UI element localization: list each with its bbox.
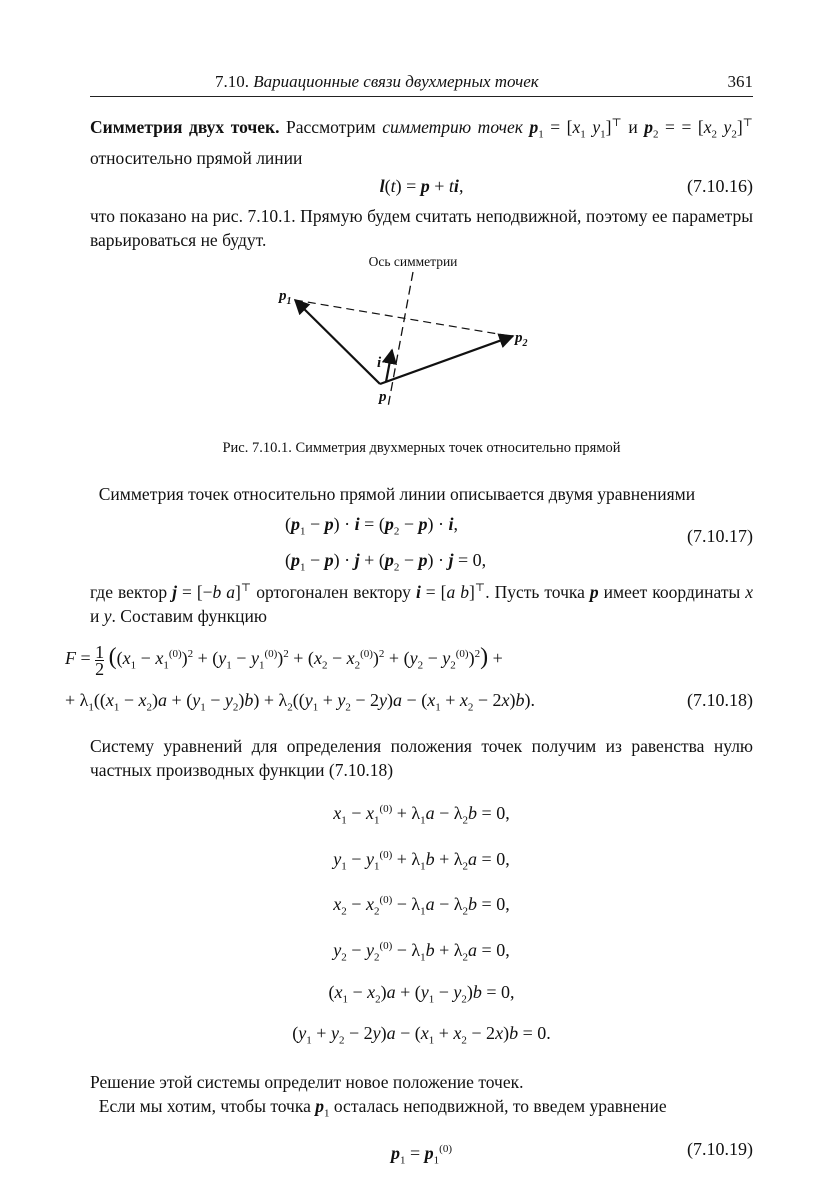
equation-number: (7.10.16) — [687, 176, 753, 197]
symmetry-diagram — [90, 252, 753, 432]
equation-7-10-17: $(p_1 - p) \cdot i = (p_2 - p) \cdot i$, $(p_1 - p) \cdot j + (p_2 - p) \cdot j = 0$, (7.10.17) — [285, 514, 753, 574]
label-i: i — [377, 355, 382, 372]
running-header — [90, 70, 753, 97]
page — [65, 70, 754, 1167]
paragraph-solution: Решение этой системы определит новое положение точек. — [90, 1071, 524, 1092]
equation-number: (7.10.17) — [687, 526, 753, 547]
paragraph-system-intro: Систему уравнений для определения положения точек получим из равенства нулю частных производных функции (7.10.18) — [90, 736, 753, 781]
page-number: 361 — [727, 72, 753, 91]
paragraph-symmetry-intro: Симметрия двух точек. Рассмотрим симметрию точек $p_1 = [x_1$ $y_1]^⊤$ и $p_2$ = = [$x_2$ $y_2]^⊤$ относительно прямой линии — [90, 116, 754, 169]
equation-system: $x_1 - x_1^{(0)} + \lambda_1a - \lambda_2b = 0$, $y_1 - y_1^{(0)} + \lambda_1b + \lambda_2a = 0$, $x_2 - x_2^{(0)} - \lambda_1a - \lambda_2b = 0$, $y_2 - y_2^{(0)} - \lambda_1b + \lambda_2a = 0$, $(x_1 - x_2)a + (y_1 - y_2)b = 0$, $(y_1 + y_2 - 2y)a - (x_1 + x_2 - 2x)b = 0$. — [292, 803, 551, 1047]
paragraph-vector-j: где вектор j = [−b a]⊤ ортогонален вектору i = [a b]⊤. Пусть точка p имеет координаты x и y. Составим функцию — [90, 582, 754, 627]
vector-p-to-p1 — [295, 300, 380, 384]
label-p2: $p_2$ — [515, 330, 528, 350]
paragraph-figure-ref: что показано на рис. 7.10.1. Прямую будем считать неподвижной, поэтому ее параметры варьироваться не будут. — [90, 206, 753, 251]
equation-7-10-19: $p_1 = p_1^{(0)}$ (7.10.19) — [391, 1139, 753, 1167]
vector-i — [386, 350, 392, 382]
figure-caption: Рис. 7.10.1. Симметрия двухмерных точек относительно прямой — [222, 440, 621, 457]
label-p1: $p_1$ — [279, 288, 292, 308]
paragraph-lead: Симметрия двух точек. — [90, 116, 280, 137]
equation-7-10-18: F = $\frac{1}{2}$ $((x_1 - x_1^{(0)})^2 + (y_1 - y_1^{(0)})^2 + (x_2 - x_2^{(0)})^2 + (y_2 - y_2^{(0)})^2)$ + + $\lambda_1((x_1 - x_2)a + (y_1 - y_2)b) + \lambda_2((y_1 + y_2 - 2y)a - (x_1 + x_2 - 2x)b)$. (7.10.18) — [65, 641, 753, 714]
symmetry-axis — [388, 272, 413, 407]
label-p: p — [379, 389, 387, 406]
header-title: 7.10. Вариационные связи двухмерных точек — [215, 72, 539, 91]
equation-number: (7.10.19) — [687, 1139, 753, 1160]
figure-7-10-1 — [90, 252, 753, 432]
equation-7-10-16: l(t) = p + ti, (7.10.16) — [379, 176, 753, 197]
axis-label: Ось симметрии — [368, 254, 458, 270]
paragraph-symmetry-eqs: Симметрия точек относительно прямой линии описывается двумя уравнениями — [98, 484, 696, 505]
equation-number: (7.10.18) — [687, 690, 753, 711]
paragraph-fixed-point: Если мы хотим, чтобы точка $p_1$ осталась неподвижной, то введем уравнение — [98, 1095, 667, 1120]
